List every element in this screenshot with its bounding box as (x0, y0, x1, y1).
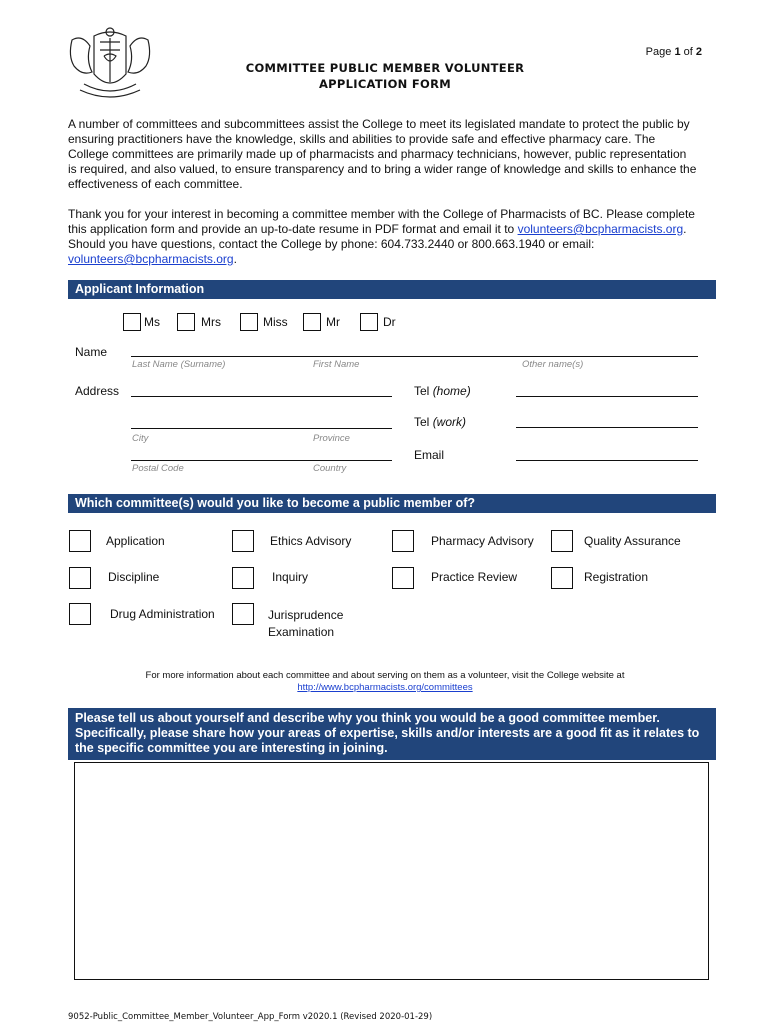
name-input-line[interactable] (131, 356, 698, 357)
last-name-hint: Last Name (Surname) (132, 359, 226, 370)
ethics-advisory-checkbox[interactable] (232, 530, 254, 552)
quality-assurance-label: Quality Assurance (584, 534, 681, 548)
title-dr-checkbox[interactable] (360, 313, 378, 331)
drug-administration-label: Drug Administration (110, 607, 215, 621)
about-section-header: Please tell us about yourself and describe why you think you would be a good committee member. Specifically, please share how your areas of expertise, skills and/or interests are a good fit as it relates to the specific committee you are interesting in joining. (68, 708, 716, 760)
jurisprudence-examination-label: Jurisprudence Examination (268, 608, 344, 639)
tel-home-input-line[interactable] (516, 396, 698, 397)
postal-code-hint: Postal Code (132, 463, 184, 474)
name-label: Name (75, 345, 108, 359)
tel-work-label: Tel (work) (414, 415, 467, 429)
committees-section-header: Which committee(s) would you like to become a public member of? (68, 494, 716, 513)
pharmacy-advisory-label: Pharmacy Advisory (431, 534, 534, 548)
province-hint: Province (313, 433, 350, 444)
volunteers-email-link[interactable]: volunteers@bcpharmacists.org (517, 222, 684, 236)
tel-home-label: Tel (home) (414, 384, 471, 398)
intro-paragraph: A number of committees and subcommittees assist the College to meet its legislated mandate to protect the public by ensuring practitioners have the knowledge, skills and abilities to provide safe and effective pharmacy care. The College committees are primarily made up of pharmacists and pharmacy technicians, however, public representation is required, and also valued, to ensure transparency and to bring a wider range of knowledge and skills to enhance the effectiveness of each committee. (68, 117, 697, 191)
application-committee-checkbox[interactable] (69, 530, 91, 552)
instructions-paragraph: Thank you for your interest in becoming a committee member with the College of Pharmacists of BC. Please complete this application form and provide an up-to-date resume in PDF format and email it to volunteers@bcpharmacists.org. Should you have questions, contact the College by phone: 604.733.2440 or 800.663.1940 or email: volunteers@bcpharmacists.org. (68, 207, 695, 266)
applicant-section-header: Applicant Information (68, 280, 716, 299)
form-title-line2: APPLICATION FORM (318, 77, 452, 91)
title-mr-checkbox[interactable] (303, 313, 321, 331)
discipline-checkbox[interactable] (69, 567, 91, 589)
registration-checkbox[interactable] (551, 567, 573, 589)
title-dr-label: Dr (383, 315, 396, 329)
jurisprudence-checkbox[interactable] (232, 603, 254, 625)
committee-info-text: For more information about each committee and about serving on them as a volunteer, visit the College website at http://www.bcpharmacists.org/committees (145, 670, 625, 693)
pharmacy-advisory-checkbox[interactable] (392, 530, 414, 552)
address-line-3[interactable] (131, 460, 392, 461)
title-mrs-checkbox[interactable] (177, 313, 195, 331)
discipline-label: Discipline (108, 570, 160, 584)
volunteers-email-link-2[interactable]: volunteers@bcpharmacists.org (68, 252, 234, 266)
page-number: Page 1 of 2 (645, 46, 702, 58)
title-ms-label: Ms (144, 315, 160, 329)
other-names-hint: Other name(s) (522, 359, 584, 370)
email-label: Email (414, 448, 445, 462)
registration-label: Registration (584, 570, 649, 584)
committees-website-link[interactable]: http://www.bcpharmacists.org/committees (297, 682, 473, 693)
form-title (0, 60, 770, 92)
tel-work-input-line[interactable] (516, 427, 698, 428)
about-response-textarea[interactable] (74, 762, 709, 980)
practice-review-checkbox[interactable] (392, 567, 414, 589)
title-mrs-label: Mrs (201, 315, 221, 329)
title-ms-checkbox[interactable] (123, 313, 141, 331)
title-mr-label: Mr (326, 315, 340, 329)
address-line-1[interactable] (131, 396, 392, 397)
form-title-line1: COMMITTEE PUBLIC MEMBER VOLUNTEER (245, 61, 525, 75)
title-miss-checkbox[interactable] (240, 313, 258, 331)
ethics-advisory-label: Ethics Advisory (270, 534, 352, 548)
first-name-hint: First Name (313, 359, 360, 370)
inquiry-checkbox[interactable] (232, 567, 254, 589)
application-committee-label: Application (106, 534, 165, 548)
city-hint: City (132, 433, 149, 444)
email-input-line[interactable] (516, 460, 698, 461)
drug-administration-checkbox[interactable] (69, 603, 91, 625)
quality-assurance-checkbox[interactable] (551, 530, 573, 552)
inquiry-label: Inquiry (272, 570, 309, 584)
title-miss-label: Miss (263, 315, 288, 329)
country-hint: Country (313, 463, 347, 474)
practice-review-label: Practice Review (431, 570, 518, 584)
address-label: Address (75, 384, 120, 398)
form-version-footer: 9052-Public_Committee_Member_Volunteer_App_Form v2020.1 (Revised 2020-01-29) (68, 1012, 433, 1022)
address-line-2[interactable] (131, 428, 392, 429)
